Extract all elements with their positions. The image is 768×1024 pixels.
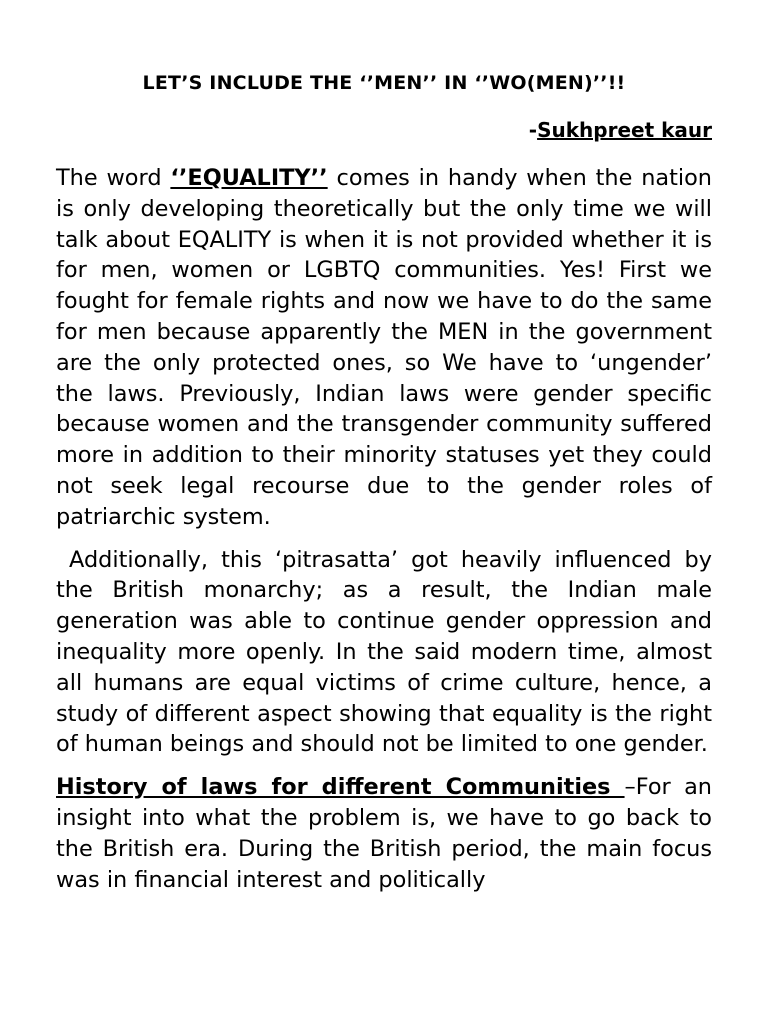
author-byline <box>56 117 712 143</box>
author-name: Sukhpreet kaur <box>537 118 712 142</box>
author-dash: - <box>528 118 538 142</box>
section-heading: History of laws for different Communities <box>56 774 625 801</box>
paragraph-history <box>56 772 712 895</box>
equality-emphasis: ‘’EQUALITY’’ <box>170 165 328 191</box>
paragraph-body: comes in handy when the nation is only developing theoretically but the only time we will talk about EQALITY is when it is not provided whether it is for men, women or LGBTQ communities. Yes! First we fought for female rights and now we have to do the same for men because apparently the MEN in the government are the only protected ones, so We have to ‘ungender’ the laws. Previously, Indian laws were gender specific because women and the transgender community suffered more in addition to their minority statuses yet they could not seek legal recourse due to the gender roles of patriarchic system. <box>56 165 712 530</box>
paragraph-body: –For an insight into what the problem is, we have to go back to the British era. During the British period, the main focus was in financial interest and politically <box>56 774 712 893</box>
paragraph-pitrasatta: Additionally, this ‘pitrasatta’ got heavily influenced by the British monarchy; as a result, the Indian male generation was able to continue gender oppression and inequality more openly. In the said modern time, almost all humans are equal victims of crime culture, hence, a study of different aspect showing that equality is the right of human beings and should not be limited to one gender. <box>56 546 712 758</box>
paragraph-equality <box>56 163 712 533</box>
document-title: LET’S INCLUDE THE ‘’MEN’’ IN ‘’WO(MEN)’’!! <box>142 72 626 94</box>
paragraph-lead: The word <box>56 165 171 191</box>
